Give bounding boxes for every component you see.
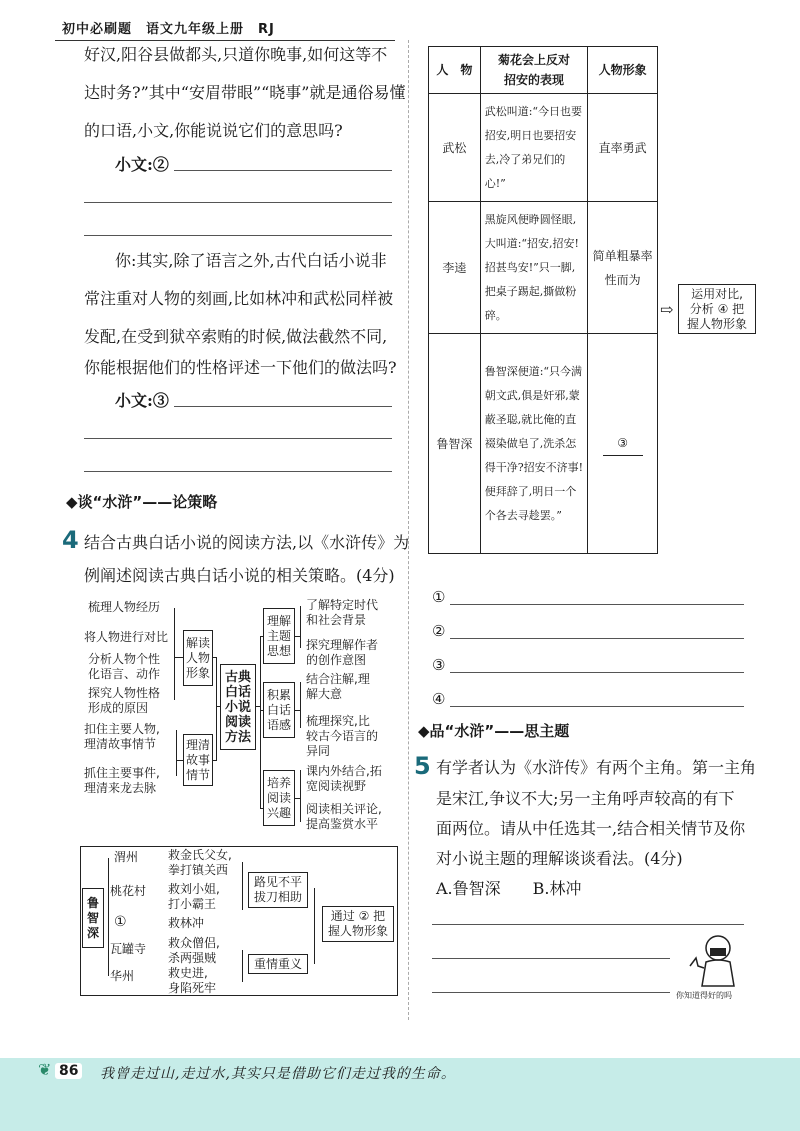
answer-4-row-line[interactable] — [450, 706, 744, 707]
answer-1-line[interactable] — [450, 604, 744, 605]
intro-line-2: 达时务?”其中“安眉带眼”“晓事”就是通俗易懂 — [84, 83, 406, 102]
leaf-icon: ❦ — [38, 1060, 52, 1079]
section-theme: ◆品“水浒”——思主题 — [418, 722, 570, 740]
trait-loyal: 重情重义 — [248, 954, 308, 974]
answer-2-row-line[interactable] — [450, 638, 744, 639]
para2-line-3: 发配,在受到狱卒索贿的时候,做法截然不同, — [84, 327, 388, 346]
page-header: 初中必刷题 语文九年级上册 RJ — [62, 22, 275, 37]
branch-language: 积累 白话 语感 — [263, 682, 295, 738]
b4-link-right — [295, 710, 300, 711]
answer-2-line-1[interactable] — [174, 170, 392, 171]
result-box: 通过 ② 把 握人物形象 — [322, 906, 394, 942]
b4-item-2: 梳理探究,比 较古今语言的 异同 — [306, 714, 379, 758]
b1-connector — [174, 608, 175, 700]
event-3: 救林冲 — [168, 916, 205, 930]
answer-2-line-2[interactable] — [84, 202, 392, 203]
q4-line-2: 例阐述阅读古典白话小说的相关策略。(4分) — [84, 566, 395, 585]
q5-line-3: 面两位。请从中任选其一,结合相关情节及你 — [436, 819, 746, 838]
b2-item-2: 抓住主要事件, 理清来龙去脉 — [84, 766, 160, 795]
b1-link — [174, 657, 183, 658]
row-wusong-trait: 直率勇武 — [588, 94, 658, 202]
b3-item-2: 探究理解作者 的创作意图 — [306, 638, 379, 667]
place-weizhou: 渭州 — [114, 850, 139, 864]
ldz-connector — [108, 858, 109, 976]
answer-2-line-3[interactable] — [84, 235, 392, 236]
answer-1-label: ① — [432, 588, 446, 606]
branch-interest: 培养 阅读 兴趣 — [263, 770, 295, 826]
row-luzhishen-quote: 鲁智深便道:“只今满朝文武,俱是奸邪,蒙蔽圣聪,就比俺的直裰染做皂了,洗杀怎得干净?招安不济事!便拜辞了,明日一个个各去寻趁罢。” — [480, 334, 588, 554]
doodle-caption: 你知道得好的吗 — [676, 991, 732, 1000]
center-left-tick2 — [213, 760, 217, 761]
q4-line-1: 结合古典白话小说的阅读方法,以《水浒传》为 — [84, 533, 410, 552]
intro-line-3: 的口语,小文,你能说说它们的意思吗? — [84, 121, 343, 140]
event-5: 救史进, 身陷死牢 — [168, 966, 217, 995]
q5-line-1: 有学者认为《水浒传》有两个主角。第一主角 — [436, 758, 757, 777]
q5-number: 5 — [414, 752, 431, 780]
th-behavior: 菊花会上反对 招安的表现 — [480, 47, 588, 94]
b2-link — [176, 760, 183, 761]
branch-plot: 理清 故事 情节 — [183, 734, 213, 786]
answer-3-row-line[interactable] — [450, 672, 744, 673]
b5-item-2: 阅读相关评论, 提高鉴赏水平 — [306, 802, 382, 831]
q5-line-2: 是宋江,争议不大;另一主角呼声较高的有下 — [436, 789, 735, 808]
center-left-tick1 — [213, 657, 217, 658]
intro-line-1: 好汉,阳谷县做都头,只道你晚事,如何这等不 — [84, 45, 388, 64]
result-connector — [314, 888, 315, 964]
b2-connector — [176, 730, 177, 776]
center-right-link — [256, 706, 260, 707]
para2-line-1: 你:其实,除了语言之外,古代白话小说非 — [115, 251, 387, 270]
event-1: 救金氏父女, 拳打镇关西 — [168, 848, 232, 877]
luzhishen-root: 鲁 智 深 — [82, 888, 104, 948]
answer-3-row-label: ③ — [432, 656, 446, 674]
trait-justice: 路见不平 拔刀相助 — [248, 872, 308, 908]
b5-link-right — [295, 798, 300, 799]
place-waguansi: 瓦罐寺 — [110, 942, 147, 956]
row-likui-trait: 简单粗暴率性而为 — [588, 202, 658, 334]
trait1-connector — [242, 862, 243, 910]
b4-connector — [300, 682, 301, 728]
center-right-connector — [260, 636, 261, 808]
row-luzhishen-name: 鲁智深 — [429, 334, 481, 554]
q5-options: A.鲁智深 B.林冲 — [436, 879, 582, 898]
doodle-figure-icon — [676, 928, 746, 990]
answer-3-line-2[interactable] — [84, 438, 392, 439]
q5-line-4: 对小说主题的理解谈谈看法。(4分) — [436, 849, 683, 868]
b1-item-3: 分析人物个性 化语言、动作 — [88, 652, 161, 681]
th-image: 人物形象 — [588, 47, 658, 94]
b3-connector — [300, 606, 301, 648]
section-strategy: ◆谈“水浒”——论策略 — [66, 493, 218, 511]
row-wusong-name: 武松 — [429, 94, 481, 202]
trait2-connector — [242, 950, 243, 982]
page-number: 86 — [55, 1063, 82, 1079]
column-divider — [408, 40, 409, 1020]
character-table — [428, 46, 658, 554]
answer-3-line-3[interactable] — [84, 471, 392, 472]
b4-item-1: 结合注解,理 解大意 — [306, 672, 370, 701]
place-blank-1: ① — [114, 914, 127, 930]
b1-item-4: 探究人物性格 形成的原因 — [88, 686, 161, 715]
answer-4-row-label: ④ — [432, 690, 446, 708]
q5-answer-line-1[interactable] — [432, 924, 744, 925]
row-wusong-quote: 武松叫道:“今日也要招安,明日也要招安去,冷了弟兄们的心!” — [480, 94, 588, 202]
b3-item-1: 了解特定时代 和社会背景 — [306, 598, 379, 627]
branch-interpret-characters: 解读 人物 形象 — [183, 630, 213, 686]
answer-2-label: 小文:② — [115, 155, 169, 174]
answer-3-label: 小文:③ — [115, 391, 169, 410]
center-left-link — [216, 706, 220, 707]
side-arrow-icon: ⇨ — [660, 300, 674, 319]
para2-line-2: 常注重对人物的刻画,比如林冲和武松同样被 — [84, 289, 394, 308]
b5-item-1: 课内外结合,拓 宽阅读视野 — [306, 764, 382, 793]
branch-theme: 理解 主题 思想 — [263, 608, 295, 664]
place-huazhou: 华州 — [110, 969, 135, 983]
q5-answer-line-3[interactable] — [432, 992, 670, 993]
side-note-box: 运用对比, 分析 ④ 把 握人物形象 — [678, 284, 756, 334]
row-luzhishen-trait — [588, 334, 658, 554]
place-taohuacun: 桃花村 — [110, 884, 147, 898]
b5-link — [260, 808, 263, 809]
answer-2-row-label: ② — [432, 622, 446, 640]
th-person: 人 物 — [429, 47, 481, 94]
row-likui-quote: 黑旋风便睁圆怪眼,大叫道:“招安,招安!招甚鸟安!”只一脚,把桌子踢起,撕做粉碎。 — [480, 202, 588, 334]
b3-link-right — [295, 636, 300, 637]
b1-item-2: 将人物进行对比 — [84, 630, 169, 644]
b2-item-1: 扣住主要人物, 理清故事情节 — [84, 722, 160, 751]
center-left-connector — [216, 657, 217, 761]
event-2: 救刘小姐, 打小霸王 — [168, 882, 220, 911]
b5-connector — [300, 770, 301, 822]
q5-answer-line-2[interactable] — [432, 958, 670, 959]
para2-line-4: 你能根据他们的性格评述一下他们的做法吗? — [84, 358, 397, 377]
q4-number: 4 — [62, 526, 79, 554]
row-likui-name: 李逵 — [429, 202, 481, 334]
b3-link — [260, 636, 263, 637]
center-node: 古典 白话 小说 阅读 方法 — [220, 664, 256, 750]
b4-link — [260, 710, 263, 711]
footer-motto: 我曾走过山,走过水,其实只是借助它们走过我的生命。 — [100, 1066, 456, 1082]
b1-item-1: 梳理人物经历 — [88, 600, 161, 614]
answer-3-line-1[interactable] — [174, 406, 392, 407]
event-4: 救众僧侣, 杀两强贼 — [168, 936, 220, 965]
blank-3[interactable]: ③ — [603, 431, 643, 456]
